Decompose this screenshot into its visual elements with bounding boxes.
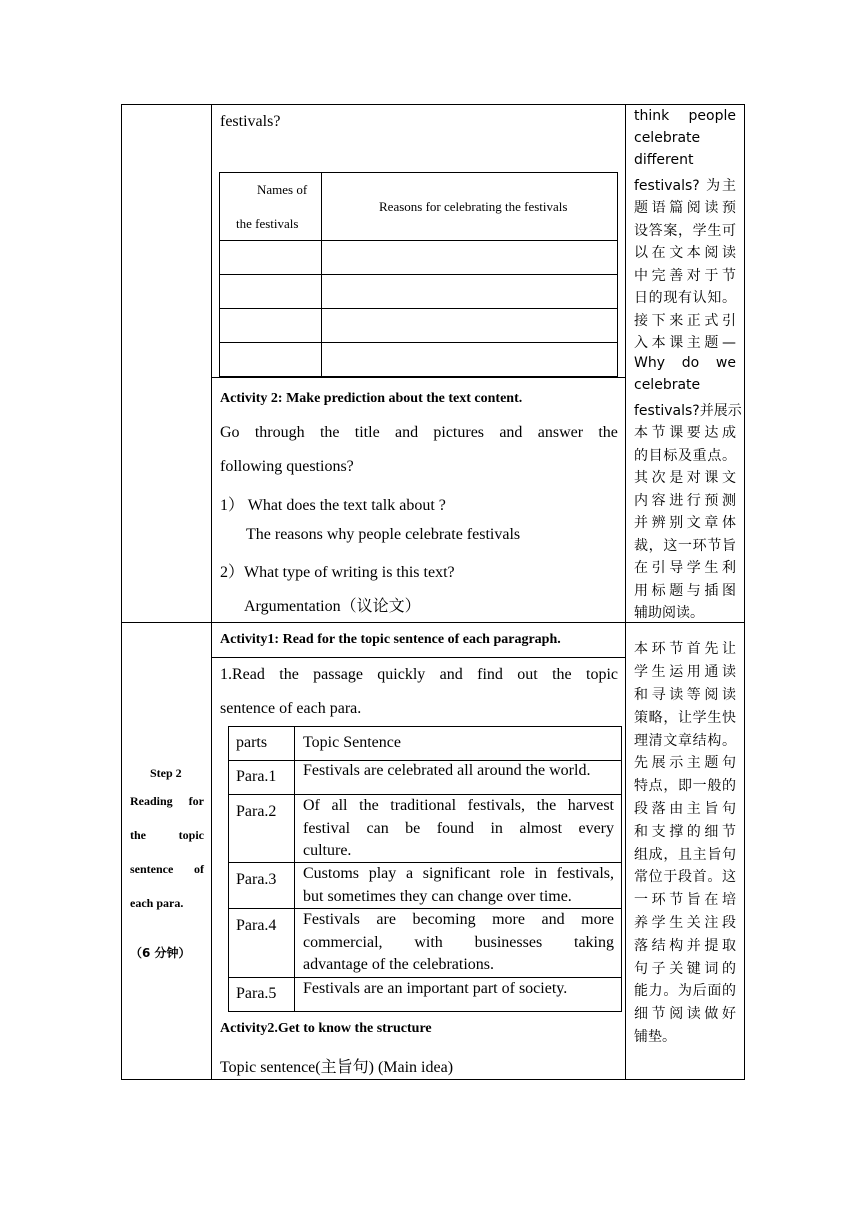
note-line: festivals?并展示 (634, 403, 742, 419)
activity2-divider (212, 377, 625, 378)
note-line: 并辨别文章体 (634, 515, 736, 531)
note-line: celebrate (634, 130, 701, 146)
activity2-title: Activity 2: Make prediction about the text content. (220, 391, 523, 406)
note-line: 内容进行预测 (634, 493, 736, 509)
note-line: 特点，即一般的 (634, 778, 736, 794)
note-line: 常位于段首。这 (634, 869, 736, 885)
para-label: Para.2 (236, 803, 277, 820)
answer-2: Argumentation（议论文） (244, 598, 421, 615)
col-divider-2 (625, 104, 626, 1080)
step-line: sentence of (130, 862, 204, 876)
note-line: 学生运用通读 (634, 664, 736, 680)
note-line: 入本课主题— (634, 335, 736, 351)
word: and (394, 424, 419, 441)
note-line: 用标题与插图 (634, 583, 736, 599)
task-line1: 1.Read the passage quickly and find out the topic (220, 666, 618, 683)
festival-table-line (321, 172, 322, 377)
word: title (354, 424, 380, 441)
note-line: 其次是对课文 (634, 470, 736, 486)
topic-table-line (228, 908, 622, 909)
word: through (254, 424, 305, 441)
topic-table-line (228, 794, 622, 795)
para-label: Para.4 (236, 917, 277, 934)
para-label: Para.1 (236, 768, 277, 785)
topic-table-line (228, 760, 622, 761)
topic-sentence-line: commercial, with businesses taking (303, 934, 614, 951)
step-line: the topic (130, 828, 204, 842)
festival-table-line (219, 240, 617, 241)
question-1: 1） What does the text talk about ? (220, 497, 446, 514)
note-line: think people (634, 108, 736, 124)
note-line: 设答案，学生可 (634, 223, 736, 239)
festival-table-line (219, 172, 220, 377)
question-2: 2）What type of writing is this text? (220, 564, 455, 581)
topic-table-line (228, 726, 622, 727)
parts-header: parts (236, 734, 268, 751)
festival-table-line (219, 376, 617, 377)
structure-line: Topic sentence(主旨句) (Main idea) (220, 1059, 454, 1076)
festival-table-line (617, 172, 618, 377)
activity1-title: Activity1: Read for the topic sentence of each paragraph. (220, 632, 561, 647)
topic-sentence-line: Festivals are celebrated all around the world. (303, 762, 591, 779)
note-line: 辅助阅读。 (634, 605, 704, 621)
word: answer (537, 424, 584, 441)
word: the (319, 424, 340, 441)
note-line: 策略，让学生快 (634, 710, 736, 726)
note-line: 先展示主题句 (634, 755, 736, 771)
note-line: 落结构并提取 (634, 938, 736, 954)
note-line: 段落由主旨句 (634, 801, 736, 817)
note-line: Why do we (634, 355, 736, 371)
festival-table-line (219, 274, 617, 275)
table-right-border (744, 104, 745, 1080)
topic-table-line (294, 726, 295, 1012)
note-line: 细节阅读做好 (634, 1006, 736, 1022)
note-line: 中完善对于节 (634, 268, 736, 284)
table-top-border (121, 104, 745, 105)
note-line: festivals? 为主 (634, 178, 736, 194)
festival-table-line (219, 172, 617, 173)
festival-table-line (219, 308, 617, 309)
note-line: 在引导学生利 (634, 560, 736, 576)
note-line: different (634, 152, 694, 168)
activity2-structure-title: Activity2.Get to know the structure (220, 1021, 432, 1036)
step-line: each para. (130, 896, 184, 910)
topic-sentence-line: Festivals are an important part of society. (303, 980, 568, 997)
row-divider (121, 622, 745, 623)
table-bottom-border (121, 1079, 745, 1080)
note-line: 题语篇阅读预 (634, 200, 736, 216)
note-line: 的目标及重点。 (634, 448, 736, 464)
word: Go (220, 424, 240, 441)
note-line: celebrate (634, 377, 701, 393)
note-line: 铺垫。 (634, 1029, 676, 1045)
festival-name-header-line1: Names of (257, 182, 308, 197)
topic-sentence-line: Customs play a significant role in festivals, (303, 865, 614, 882)
topic-table-line (228, 862, 622, 863)
activity1-divider (212, 657, 625, 658)
word: and (499, 424, 523, 441)
note-line: 养学生关注段 (634, 915, 736, 931)
topic-table-line (228, 726, 229, 1012)
topic-sentence-line: culture. (303, 842, 352, 859)
note-line: 和寻读等阅读 (634, 687, 736, 703)
step-duration: （6 分钟） (130, 946, 191, 960)
note-line: 裁，这一环节旨 (634, 538, 736, 554)
task-line2: sentence of each para. (220, 700, 362, 717)
note-line: 本环节首先让 (634, 641, 736, 657)
topic-sentence-line: advantage of the celebrations. (303, 956, 495, 973)
instructions-line2: following questions? (220, 458, 354, 475)
festival-name-header-line2: the festivals (236, 216, 299, 231)
note-line: 接下来正式引 (634, 313, 736, 329)
col-divider-1 (211, 104, 212, 1080)
festival-table-line (219, 342, 617, 343)
step-title: Step 2 (150, 766, 182, 780)
topic-sentence-line: but sometimes they can change over time. (303, 888, 572, 905)
step-line: Reading for (130, 794, 204, 808)
note-line: 一环节旨在培 (634, 892, 736, 908)
note-line: 和支撑的细节 (634, 824, 736, 840)
question-end: festivals? (220, 113, 281, 130)
word: pictures (433, 424, 485, 441)
topic-table-line (228, 977, 622, 978)
topic-table-line (621, 726, 622, 1012)
para-label: Para.5 (236, 985, 277, 1002)
topic-sentence-line: Of all the traditional festivals, the harvest (303, 797, 614, 814)
note-line: 理清文章结构。 (634, 733, 736, 749)
instructions-line1 (220, 424, 618, 442)
note-line: 能力。为后面的 (634, 983, 736, 999)
festival-reason-header: Reasons for celebrating the festivals (379, 199, 568, 214)
topic-sentence-header: Topic Sentence (303, 734, 401, 751)
word: the (598, 424, 618, 441)
topic-table-line (228, 1011, 622, 1012)
answer-1: The reasons why people celebrate festivals (246, 526, 521, 543)
table-left-border (121, 104, 122, 1080)
note-line: 句子关键词的 (634, 961, 736, 977)
note-line: 以在文本阅读 (634, 245, 736, 261)
note-line: 日的现有认知。 (634, 290, 736, 306)
para-label: Para.3 (236, 871, 277, 888)
topic-sentence-line: Festivals are becoming more and more (303, 911, 614, 928)
note-line: 本节课要达成 (634, 425, 736, 441)
topic-sentence-line: festival can be found in almost every (303, 820, 614, 837)
note-line: 组成，且主旨句 (634, 847, 736, 863)
